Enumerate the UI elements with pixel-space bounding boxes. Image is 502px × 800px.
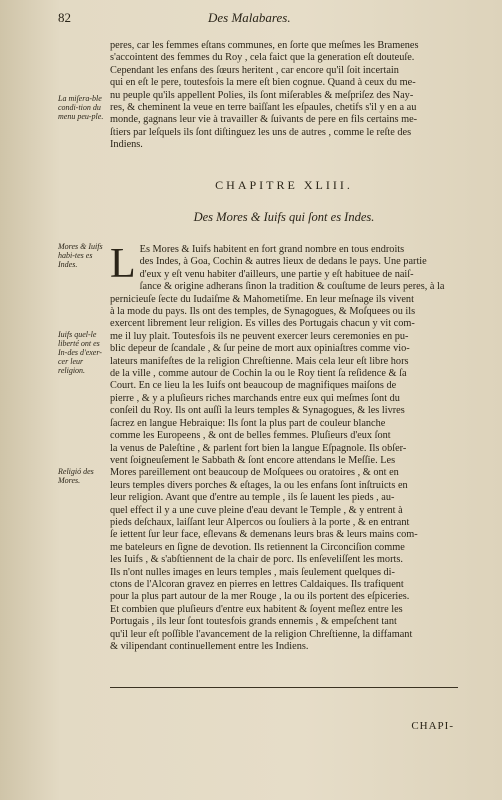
text-line: pieds deſchaux, laiſſant leur Alpercos ou ſouliers à la porte , & en entrant [110, 516, 410, 528]
text-line: res, & cheminent la veue en terre baiſſant les eſpaules, chetifs s'il y en a au [110, 102, 417, 114]
margin-note-1: La miſera-ble condi-tion du menu peu-ple. [58, 94, 104, 121]
paragraph-2 [110, 241, 458, 653]
text-line: d'eux y eſt venu habiter d'ailleurs, une partie y eſt habituee de naiſ- [139, 268, 414, 280]
text-line: des Indes, à Goa, Cochin & autres lieux de dedans le pays. Une partie [139, 256, 427, 268]
text-line: & vilipendant continuellement entre les Indiens. [110, 641, 309, 652]
text-line: leurs temples divers porches & eſtages, la ou les enfans ſont inſtruicts en [110, 479, 408, 491]
text-line: de la ville , comme autour de Cochin la ou le Roy tient ſa reſidence & ſa [110, 368, 407, 380]
text-line: s'accointent des femmes du Roy , cela faict que la generation eſt douteuſe. [110, 52, 415, 64]
catchword: CHAPI- [411, 720, 454, 732]
ornament-rule [110, 683, 458, 693]
text-line: pernicieuſe ſecte du Iudaiſme & Mahometiſme. En leur meſnage ils vivent [110, 293, 414, 305]
text-line: qu'il leur eſt poſſible l'avancement de la religion Chreſtienne, la diffamant [110, 628, 413, 640]
text-line: peres, car les femmes eſtans communes, en ſorte que meſmes les Bramenes [110, 40, 419, 51]
text-line: conſeil du Roy. Ils ont auſſi la leurs temples & Synagogues, & les livres [110, 405, 405, 417]
running-head: Des Malabares. [208, 10, 291, 25]
text-line: Mores pareillement ont beaucoup de Moſquees ou oratoires , & ont en [110, 467, 399, 479]
text-line: Portugais , ils leur ſont toutesfois grands ennemis , & empeſchent tant [110, 616, 397, 628]
text-line: la venus de Paleſtine , & parlent fort bien la langue Eſpagnole. Ils obſer- [110, 442, 407, 454]
chapter-number: CHAPITRE XLIII. [215, 178, 353, 192]
text-line: blic depeur de ſcandale , & ſur peine de mort aux opiniaſtres comme vio- [110, 343, 410, 355]
text-line: qui en eſt le pere, toutesfois la mere eſt bien cognue. Quand à ceux du me- [110, 77, 416, 89]
text-line: Indiens. [110, 139, 143, 151]
paragraph-1 [110, 40, 458, 152]
text-line: me il luy plait. Toutesfois ils ne peuvent exercer leurs ceremonies en pu- [110, 330, 409, 342]
text-line: pierre , & y a pluſieurs riches marchands entre eux qui meſmes ſont du [110, 392, 400, 404]
page-number: 82 [58, 10, 71, 25]
drop-cap: L [110, 241, 136, 287]
text-line: Cependant les enfans des ſœurs heritent , car encore qu'il ſoit incertain [110, 64, 399, 76]
text-line: ſance & origine adherans ſinon la tradition & couſtume de leurs peres, à la [139, 281, 445, 293]
text-line: monde, gagnans leur vie à travailler & ſuivants de pere en fils certains me- [110, 114, 418, 126]
text-line: à la mode du pays. Ils ont des temples, de Synagogues, & Moſquees ou ils [110, 306, 416, 318]
text-line: vent ſoigneuſement le Sabbath & ſont encore attendans le Meſſie. Les [110, 454, 396, 466]
text-line: Ils n'ont nulles images en leurs temples , mais ſeulement quelques di- [110, 566, 395, 578]
text-line: exercent librement leur religion. Es villes des Portugais chacun y vit com- [110, 318, 415, 330]
text-line: quel effect il y a une cuve pleine d'eau devant le Temple , & y entrent à [110, 504, 403, 516]
text-line: ſe iettent ſur leur face, eſlevans & demenans leurs bras & leurs mains com- [110, 529, 418, 541]
margin-note-3: Iuifs quel-le liberté ont es In-des d'exer-cer leur religion. [58, 330, 102, 375]
paragraph-2-text [110, 241, 458, 653]
text-line: lateurs manifeſtes de la religion Chreſtienne. Mais cela leur eſt libre hors [110, 355, 409, 367]
margin-note-2: Mores & Iuifs habi-tes es Indes. [58, 242, 103, 269]
margin-note-4: Religió des Mores. [58, 467, 94, 485]
chapter-title: Des Mores & Iuifs qui ſont es Indes. [193, 210, 375, 224]
text-line: Et combien que pluſieurs d'entre eux habitent & ſoyent meſlez entre les [110, 603, 403, 615]
text-line: ſtiers par leſquels ils ſont diſtinguez les uns de autres , comme le reſte des [110, 126, 412, 138]
text-line: Court. En ce lieu la les Iuifs ont beaucoup de magnifiques maiſons de [110, 380, 397, 392]
text-line: me bateleurs en ſigne de devotion. Ils retiennent la Circonciſion comme [110, 541, 405, 553]
text-line: comme les Europeens , & ont de belles femmes. Pluſieurs d'eux ſont [110, 430, 391, 442]
page-header [58, 10, 442, 28]
text-line: nu peuple qu'ils appellent Polies, ils ſont miſerables & meſpriſez des Nay- [110, 89, 414, 101]
text-line: ctons de l'Alcoran gravez en pierres en lettres Caldaiques. Ils trafiquent [110, 578, 404, 590]
text-line: Es Mores & Iuifs habitent en fort grand nombre en tous endroits [139, 244, 405, 255]
text-line: leur religion. Avant que d'entre au temple , ils ſe lauent les pieds , au- [110, 492, 395, 504]
text-line: ſacrez en langue Hebraique: Ils ſont la plus part de couleur blanche [110, 417, 386, 429]
text-line: les Iuifs , & s'abſtiennent de la chair de porc. Ils enſeveliſſent les morts. [110, 554, 403, 566]
text-line: pour la plus part autour de la mer Rouge , la ou ils portent des eſpiceries. [110, 591, 410, 603]
